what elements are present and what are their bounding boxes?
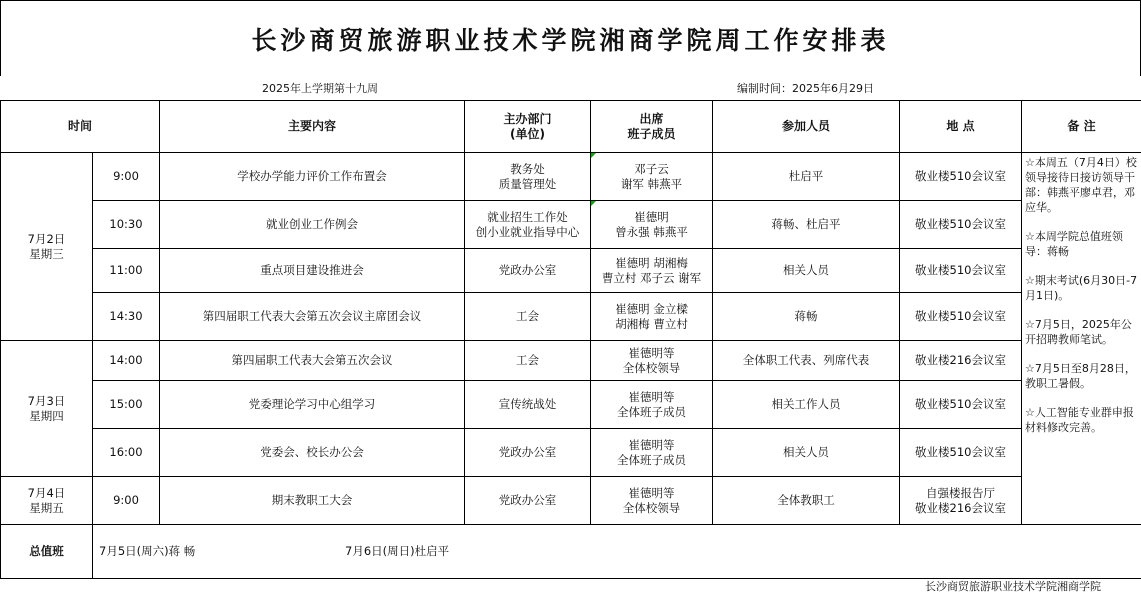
note-item: ☆7月5日至8月28日，教职工暑假。 — [1025, 362, 1136, 390]
day-cell: 7月4日 星期五 — [1, 477, 93, 525]
content-cell: 就业创业工作例会 — [160, 201, 465, 249]
content-cell: 第四届职工代表大会第五次会议 — [160, 341, 465, 381]
footer-institution: 长沙商贸旅游职业技术学院湘商学院 — [925, 580, 1101, 593]
table-row — [1, 477, 1141, 525]
time-cell: 14:30 — [93, 293, 160, 341]
attend-cell: 崔德明等 全体校领导 — [591, 477, 713, 525]
comment-marker — [591, 153, 596, 158]
dept-cell: 就业招生工作处 创小业就业指导中心 — [465, 201, 591, 249]
duty-entry-1: 7月5日(周六)蒋 畅 — [99, 544, 196, 558]
dept-cell: 党政办公室 — [465, 477, 591, 525]
attend-cell: 崔德明等 全体校领导 — [591, 341, 713, 381]
participants-cell: 杜启平 — [713, 153, 900, 201]
duty-row — [1, 525, 1141, 579]
content-cell: 重点项目建设推进会 — [160, 249, 465, 293]
attend-cell: 崔德明等 全体班子成员 — [591, 429, 713, 477]
table-row — [1, 153, 1141, 201]
time-cell: 16:00 — [93, 429, 160, 477]
attend-cell: 崔德明 胡湘梅 曹立村 邓子云 谢军 — [591, 249, 713, 293]
attend-cell: 崔德明等 全体班子成员 — [591, 381, 713, 429]
dept-cell: 教务处 质量管理处 — [465, 153, 591, 201]
week-label: 2025年上学期第十九周 — [262, 82, 378, 95]
attend-cell: 崔德明 金立樑 胡湘梅 曹立村 — [591, 293, 713, 341]
note-item: ☆本周五（7月4日）校领导接待日接访领导干部：韩燕平廖卓君，邓应华。 — [1025, 156, 1137, 214]
schedule-table — [0, 100, 1141, 579]
content-cell: 期末教职工大会 — [160, 477, 465, 525]
location-cell: 敬业楼216会议室 — [900, 341, 1022, 381]
header-participants: 参加人员 — [713, 101, 900, 153]
dept-cell: 党政办公室 — [465, 249, 591, 293]
table-row — [1, 429, 1141, 477]
dept-cell: 工会 — [465, 293, 591, 341]
dept-cell: 党政办公室 — [465, 429, 591, 477]
header-notes: 备 注 — [1022, 101, 1141, 153]
participants-cell: 全体职工代表、列席代表 — [713, 341, 900, 381]
participants-cell: 全体教职工 — [713, 477, 900, 525]
table-row — [1, 293, 1141, 341]
notes-cell — [1022, 153, 1141, 525]
note-item: ☆期末考试(6月30日-7月1日)。 — [1025, 274, 1138, 302]
location-cell: 敬业楼510会议室 — [900, 429, 1022, 477]
table-row — [1, 201, 1141, 249]
day-cell: 7月3日 星期四 — [1, 341, 93, 477]
time-cell: 11:00 — [93, 249, 160, 293]
location-cell: 敬业楼510会议室 — [900, 381, 1022, 429]
page-title: 长沙商贸旅游职业技术学院湘商学院周工作安排表 — [0, 0, 1141, 76]
content-cell: 第四届职工代表大会第五次会议主席团会议 — [160, 293, 465, 341]
duty-entry-2: 7月6日(周日)杜启平 — [345, 544, 450, 558]
duty-entries — [93, 525, 1141, 579]
header-location: 地 点 — [900, 101, 1022, 153]
participants-cell: 相关工作人员 — [713, 381, 900, 429]
location-cell: 敬业楼510会议室 — [900, 201, 1022, 249]
table-row — [1, 341, 1141, 381]
participants-cell: 蒋畅、杜启平 — [713, 201, 900, 249]
content-cell: 学校办学能力评价工作布置会 — [160, 153, 465, 201]
header-row — [1, 101, 1141, 153]
location-cell: 自强楼报告厅 敬业楼216会议室 — [900, 477, 1022, 525]
time-cell: 10:30 — [93, 201, 160, 249]
day-cell: 7月2日 星期三 — [1, 153, 93, 341]
location-cell: 敬业楼510会议室 — [900, 153, 1022, 201]
content-cell: 党委会、校长办公会 — [160, 429, 465, 477]
duty-label: 总值班 — [1, 525, 93, 579]
header-dept: 主办部门 (单位) — [465, 101, 591, 153]
attend-cell — [591, 201, 713, 249]
time-cell: 9:00 — [93, 477, 160, 525]
time-cell: 9:00 — [93, 153, 160, 201]
dept-cell: 宣传统战处 — [465, 381, 591, 429]
header-content: 主要内容 — [160, 101, 465, 153]
attend-text: 邓子云 谢军 韩燕平 — [620, 161, 683, 191]
header-attend: 出席 班子成员 — [591, 101, 713, 153]
header-time: 时间 — [1, 101, 160, 153]
table-row — [1, 249, 1141, 293]
content-cell: 党委理论学习中心组学习 — [160, 381, 465, 429]
attend-text: 崔德明 曾永强 韩燕平 — [615, 209, 688, 239]
table-row — [1, 381, 1141, 429]
comment-marker — [591, 201, 596, 206]
note-item: ☆7月5日，2025年公开招聘教师笔试。 — [1025, 318, 1132, 346]
participants-cell: 蒋畅 — [713, 293, 900, 341]
note-item: ☆本周学院总值班领导：蒋畅 — [1025, 230, 1123, 258]
participants-cell: 相关人员 — [713, 429, 900, 477]
location-cell: 敬业楼510会议室 — [900, 293, 1022, 341]
compiled-date: 编制时间：2025年6月29日 — [737, 82, 874, 95]
location-cell: 敬业楼510会议室 — [900, 249, 1022, 293]
time-cell: 14:00 — [93, 341, 160, 381]
note-item: ☆人工智能专业群申报材料修改完善。 — [1025, 406, 1134, 434]
participants-cell: 相关人员 — [713, 249, 900, 293]
time-cell: 15:00 — [93, 381, 160, 429]
dept-cell: 工会 — [465, 341, 591, 381]
attend-cell — [591, 153, 713, 201]
